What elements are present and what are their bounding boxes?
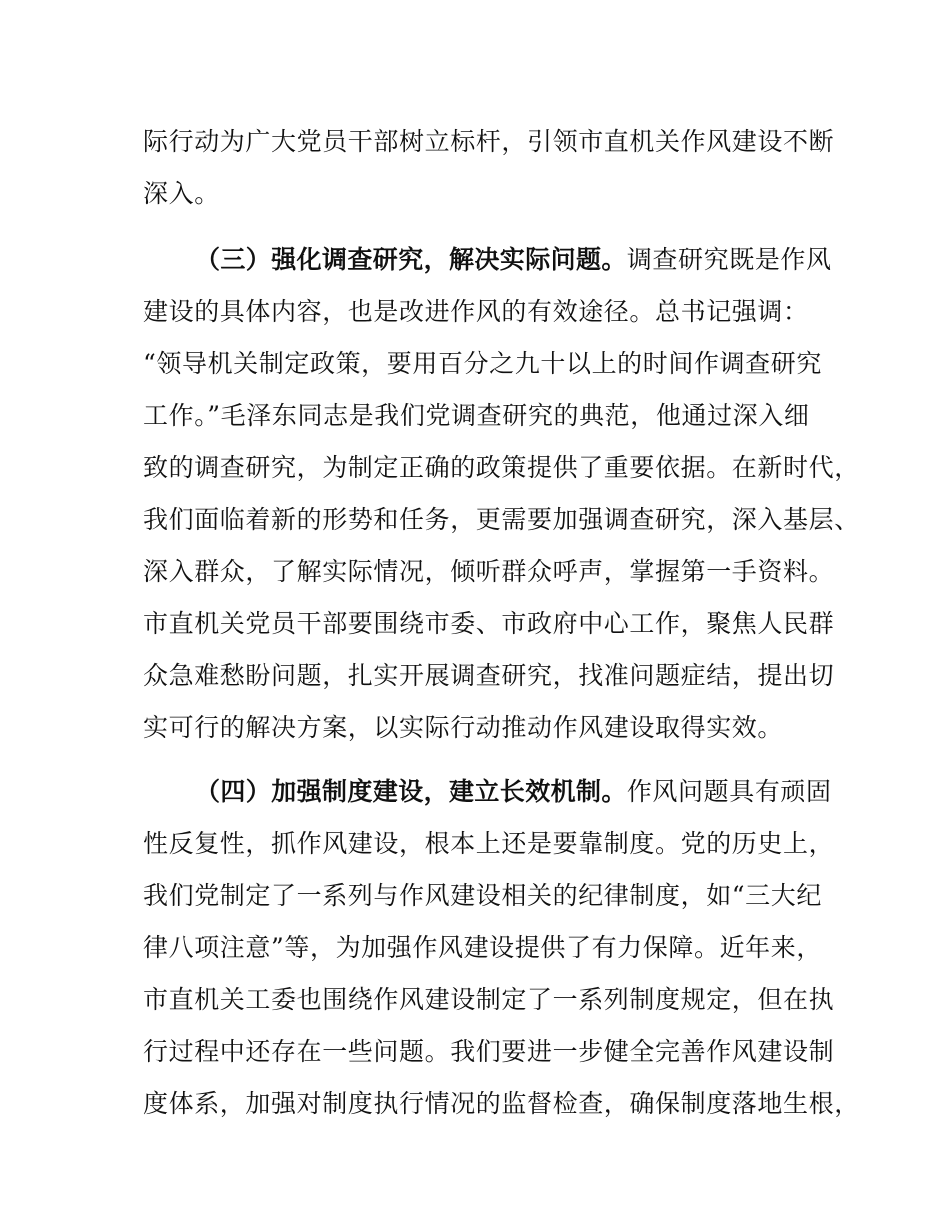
paragraph-line: 度体系，加强对制度执行情况的监督检查，确保制度落地生根， (143, 1089, 860, 1118)
paragraph-line: 我们面临着新的形势和任务，更需要加强调查研究，深入基层、 (143, 505, 860, 534)
paragraph-line: 律八项注意”等，为加强作风建设提供了有力保障。近年来， (143, 933, 822, 962)
paragraph-line: 建设的具体内容，也是改进作风的有效途径。总书记强调： (143, 297, 809, 326)
paragraph-line: 际行动为广大党员干部树立标杆，引领市直机关作风建设不断 (143, 127, 835, 156)
section-3-first-line (195, 240, 895, 280)
paragraph-line: 工作。”毛泽东同志是我们党调查研究的典范，他通过深入细 (143, 401, 810, 430)
paragraph-line: 性反复性，抓作风建设，根本上还是要靠制度。党的历史上， (143, 829, 835, 858)
section-4-text: 作风问题具有顽固 (626, 777, 832, 806)
paragraph-line: 众急难愁盼问题，扎实开展调查研究，找准问题症结，提出切 (143, 661, 835, 690)
paragraph-line: 行过程中还存在一些问题。我们要进一步健全完善作风建设制 (143, 1037, 835, 1066)
paragraph-line: 致的调查研究，为制定正确的政策提供了重要依据。在新时代， (143, 453, 860, 482)
paragraph-line: 深入群众，了解实际情况，倾听群众呼声，掌握第一手资料。 (143, 557, 835, 586)
paragraph-line: 市直机关工委也围绕作风建设制定了一系列制度规定，但在执 (143, 985, 835, 1014)
section-4-first-line (195, 772, 895, 812)
paragraph-line: “领导机关制定政策，要用百分之九十以上的时间作调查研究 (143, 349, 822, 378)
paragraph-line: 深入。 (143, 179, 220, 208)
paragraph-line: 市直机关党员干部要围绕市委、市政府中心工作，聚焦人民群 (143, 609, 835, 638)
paragraph-line: 实可行的解决方案，以实际行动推动作风建设取得实效。 (143, 713, 784, 742)
paragraph-line: 我们党制定了一系列与作风建设相关的纪律制度，如“三大纪 (143, 881, 822, 910)
section-4-heading: （四）加强制度建设，建立长效机制。 (195, 777, 627, 806)
section-3-heading: （三）强化调查研究，解决实际问题。 (195, 245, 627, 274)
section-3-text: 调查研究既是作风 (626, 245, 832, 274)
